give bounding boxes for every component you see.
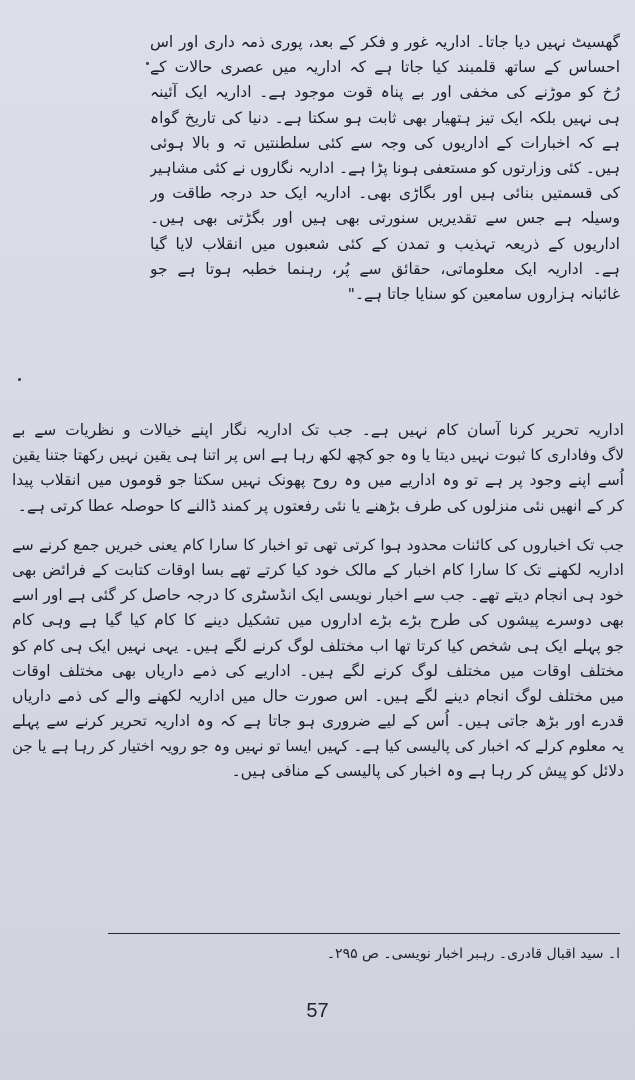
quote-line: وسیلہ ہے جس سے تقدیریں سنورتی بھی ہیں اور بگڑتی بھی ہیں۔ — [150, 209, 620, 228]
paragraph-line: اداریہ تحریر کرنا آسان کام نہیں ہے۔ جب تک اداریہ نگار اپنے خیالات و نظریات سے بے — [12, 421, 624, 439]
paragraph-line: بھی دوسرے پیشوں کی طرح بڑے بڑے اداروں میں تشکیل دینے کا کام کیا گیا ہے وہی کام — [12, 611, 624, 630]
quote-line: ہی نہیں بلکہ ایک تیز ہتھیار بھی ثابت ہو سکتا ہے۔ دنیا کی تاریخ گواہ — [150, 108, 620, 127]
paragraph-line: مختلف اوقات میں مختلف لوگ کرنے لگے ہیں۔ اداریے کی ذمے داریاں بھی مختلف اوقات — [12, 661, 624, 680]
quote-line: ہے کہ اخبارات کے اداریوں کی وجہ سے کئی سلطنتیں تہ و بالا ہوئی — [150, 133, 620, 152]
quote-line: گھسیٹ نہیں دیا جاتا۔ اداریہ غور و فکر کے بعد، پوری ذمہ داری اور اس — [150, 33, 620, 51]
paragraph-line: یہ معلوم کرلے کہ اخبار کی پالیسی کیا ہے۔ کہیں ایسا تو نہیں وہ جو رویہ اختیار کر رہا ہے یا جن — [12, 737, 624, 756]
footnote: ا۔ سید اقبال قادری۔ رہبر اخبار نویسی۔ ص ۲۹۵۔ — [326, 946, 620, 962]
quote-line: احساس کے ساتھ قلمبند کیا جاتا ہے کہ اداریہ میں عصری حالات کے — [150, 58, 620, 77]
paragraph-gap — [12, 519, 624, 533]
quote-line: کی قسمتیں بنائی ہیں اور بگاڑی بھی۔ اداریہ ایک حد درجہ طاقت ور — [150, 184, 620, 203]
footnote-divider — [108, 933, 620, 934]
paragraph-line: لاگ وفاداری کا ثبوت نہیں دیتا یا وہ جو کچھ لکھ رہا ہے اس پر اتنا ہی یقین نہیں رکھتا جتنا یقین — [12, 446, 624, 465]
paragraph-line: اداریہ لکھنے تک کا سارا کام اخبار کے مالک خود کیا کرتے تھے بسا اوقات کتابت کے فرائض بھی — [12, 560, 624, 579]
scan-speck — [146, 62, 149, 65]
paragraph-line: اُسے اپنے وجود پر ہے تو وہ اداریے میں وہ روح پھونک نہیں سکتا جو قوموں میں انقلاب پیدا — [12, 471, 624, 490]
quote-line: غائبانہ ہزاروں سامعین کو سنایا جاتا ہے۔" — [347, 284, 620, 303]
paragraph-line: جو پہلے ایک ہی شخص کیا کرتا تھا اب مختلف لوگ کرنے لگے ہیں۔ یہی نہیں ایک ہی کام کو — [12, 636, 624, 655]
quote-line: ہے۔ اداریہ ایک معلوماتی، حقائق سے پُر، رہنما خطبہ ہوتا ہے جو — [150, 259, 620, 278]
paragraph-line: دلائل کو پیش کر رہا ہے وہ اخبار کی پالیسی کے منافی ہیں۔ — [231, 762, 624, 781]
quote-line: ہیں۔ کئی وزارتوں کو مستعفی ہونا پڑا ہے۔ اداریہ نگاروں نے کئی مشاہیر — [150, 158, 620, 177]
body-text — [12, 418, 624, 785]
paragraph-line: قدرے اور بڑھ جاتی ہیں۔ اُس کے لیے ضروری ہو جاتا ہے کہ وہ اداریہ تحریر کرنے سے پہلے — [12, 712, 624, 731]
page-number: 57 — [306, 1000, 329, 1022]
quote-line: اداریوں کے ذریعہ تہذیب و تمدن کے کئی شعبوں میں انقلاب لایا گیا — [150, 234, 620, 253]
scan-speck — [18, 378, 21, 381]
paragraph-line: میں مختلف لوگ انجام دینے لگے ہیں۔ اس صورت حال میں اداریہ لکھنے والے کی ذمے داریاں — [12, 686, 624, 705]
quote-line: رُخ کو موڑنے کی مخفی اور بے پناہ قوت موجود ہے۔ اداریہ ایک آئینہ — [150, 83, 620, 102]
paragraph-line: خود ہی انجام دیتے تھے۔ جب سے اخبار نویسی ایک انڈسٹری کا درجہ حاصل کر گئی ہے اور اسے — [12, 586, 624, 605]
paragraph-line: کر کے انھیں نئی منزلوں کی طرف بڑھنے یا نئی رفعتوں پر کمند ڈالنے کا حوصلہ عطا کرتی ہے۔ — [17, 496, 624, 515]
paragraph-line: جب تک اخباروں کی کائنات محدود ہوا کرتی تھی تو اخبار کا سارا کام یعنی خبریں جمع کرنے سے — [12, 535, 624, 554]
block-quote — [150, 30, 620, 307]
paragraph — [12, 533, 624, 785]
paragraph — [12, 418, 624, 519]
